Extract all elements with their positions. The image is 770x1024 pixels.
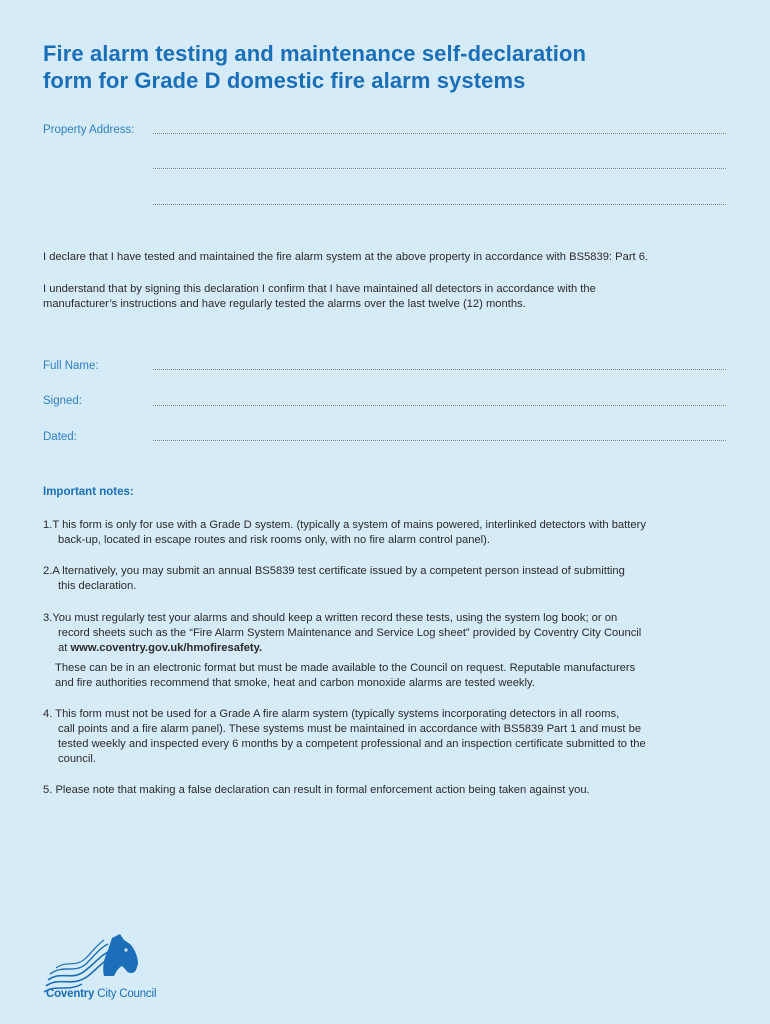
property-address-line-1[interactable] xyxy=(153,133,726,134)
note-4-line-2: call points and a fire alarm panel). These systems must be maintained in accordance with BS5839 Part 1 and must be xyxy=(58,723,642,735)
property-address-line-2[interactable] xyxy=(153,168,726,169)
property-address-line-3[interactable] xyxy=(153,204,726,205)
note-5 xyxy=(43,783,733,798)
logo-word-city-council: City Council xyxy=(94,988,157,1000)
note-5-line-1: 5. Please note that making a false declaration can result in formal enforcement action being taken against you. xyxy=(43,784,590,796)
title-line-2: form for Grade D domestic fire alarm systems xyxy=(43,68,526,93)
declaration-paragraph-2 xyxy=(43,282,733,312)
note-3-line-3 xyxy=(43,641,733,656)
note-4 xyxy=(43,707,733,767)
note-3-line-1: 3.You must regularly test your alarms and should keep a written record these tests, using the system log book; or on xyxy=(43,612,618,624)
note-1-line-2: back-up, located in escape routes and risk rooms only, with no fire alarm control panel). xyxy=(58,534,490,546)
note-4-line-4: council. xyxy=(58,753,96,765)
dated-label: Dated: xyxy=(43,431,77,443)
logo-word-coventry: Coventry xyxy=(46,988,95,1000)
hmo-fire-safety-link[interactable]: www.coventry.gov.uk/hmofiresafety. xyxy=(70,642,263,654)
note-3 xyxy=(43,611,733,656)
note-3b-line-2: and fire authorities recommend that smoke, heat and carbon monoxide alarms are tested weekly. xyxy=(55,677,535,689)
page-title xyxy=(43,40,733,94)
important-notes-heading: Important notes: xyxy=(43,486,134,498)
note-1 xyxy=(43,518,733,548)
note-4-line-3: tested weekly and inspected every 6 months by a competent professional and an inspection certificate submitted to the xyxy=(58,738,646,750)
note-3-line-2: record sheets such as the “Fire Alarm System Maintenance and Service Log sheet” provided by Coventry City Council xyxy=(58,627,642,639)
signed-label: Signed: xyxy=(43,395,83,407)
declaration-paragraph-1: I declare that I have tested and maintained the fire alarm system at the above property in accordance with BS5839: Part 6. xyxy=(43,251,649,263)
title-line-1: Fire alarm testing and maintenance self-declaration xyxy=(43,41,587,66)
signed-line[interactable] xyxy=(153,405,726,406)
dated-line[interactable] xyxy=(153,440,726,441)
note-1-line-1: 1.T his form is only for use with a Grade D system. (typically a system of mains powered, interlinked detectors with battery xyxy=(43,519,646,531)
note-3-prefix: at xyxy=(58,642,71,654)
note-4-line-1: 4. This form must not be used for a Grade A fire alarm system (typically systems incorporating detectors in all rooms, xyxy=(43,708,620,720)
note-3b-line-1: These can be in an electronic format but must be made available to the Council on request. Reputable manufacturers xyxy=(55,662,636,674)
full-name-label: Full Name: xyxy=(43,360,99,372)
note-2 xyxy=(43,564,733,594)
full-name-line[interactable] xyxy=(153,369,726,370)
coventry-city-council-logo-text xyxy=(46,988,156,1000)
note-2-line-2: this declaration. xyxy=(58,580,137,592)
note-2-line-1: 2.A lternatively, you may submit an annual BS5839 test certificate issued by a competent person instead of submitting xyxy=(43,565,625,577)
declaration-p2-line-2: manufacturer’s instructions and have regularly tested the alarms over the last twelve (12) months. xyxy=(43,298,526,310)
note-3-continued xyxy=(55,661,735,691)
property-address-label: Property Address: xyxy=(43,124,135,136)
declaration-p2-line-1: I understand that by signing this declaration I confirm that I have maintained all detectors in accordance with the xyxy=(43,283,596,295)
